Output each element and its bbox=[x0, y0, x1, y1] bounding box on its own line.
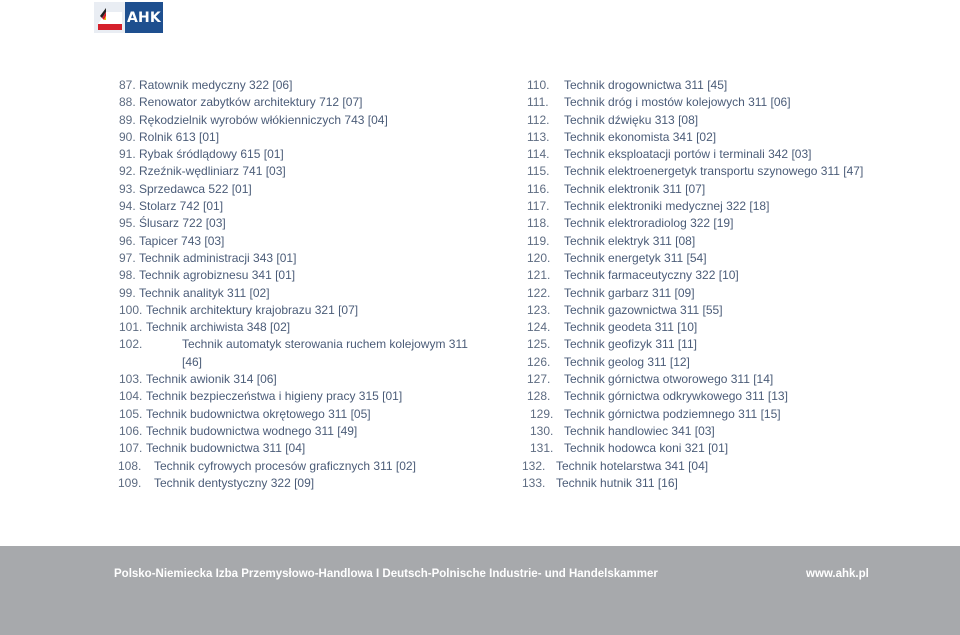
list-item bbox=[110, 440, 480, 457]
item-number: 116. bbox=[527, 181, 550, 196]
list-item bbox=[110, 181, 480, 198]
list-item bbox=[516, 302, 896, 319]
item-number: 107. bbox=[119, 441, 143, 456]
list-item bbox=[516, 163, 896, 180]
item-number: 102. bbox=[119, 337, 143, 352]
item-label: Technik elektronik 311 [07] bbox=[564, 181, 706, 196]
item-number: 132. bbox=[522, 458, 546, 473]
list-item bbox=[516, 129, 896, 146]
item-label: Technik dentystyczny 322 [09] bbox=[154, 475, 315, 490]
item-label: Technik budownictwa okrętowego 311 [05] bbox=[146, 406, 371, 421]
item-label: Technik elektroenergetyk transportu szynowego 311 [47] bbox=[564, 164, 864, 179]
item-number: 115. bbox=[527, 164, 550, 179]
list-item bbox=[110, 285, 480, 302]
item-number: 98. bbox=[119, 268, 136, 283]
list-item bbox=[516, 250, 896, 267]
item-number: 97. bbox=[119, 250, 136, 265]
item-label: Rękodzielnik wyrobów włókienniczych 743 [04] bbox=[139, 112, 388, 127]
item-label: Technik geofizyk 311 [11] bbox=[564, 337, 697, 352]
item-label: Technik górnictwa podziemnego 311 [15] bbox=[564, 406, 781, 421]
list-item bbox=[516, 181, 896, 198]
item-label: Technik cyfrowych procesów graficznych 311 [02] bbox=[154, 458, 416, 473]
page-footer bbox=[0, 546, 960, 635]
item-number: 117. bbox=[527, 199, 550, 214]
item-label: Technik dźwięku 313 [08] bbox=[564, 112, 699, 127]
list-item bbox=[516, 146, 896, 163]
item-number: 105. bbox=[119, 406, 143, 421]
item-label: Technik górnictwa otworowego 311 [14] bbox=[564, 372, 774, 387]
item-number: 111. bbox=[527, 95, 549, 110]
item-label: Technik awionik 314 [06] bbox=[146, 372, 277, 387]
item-number: 89. bbox=[119, 112, 136, 127]
list-item bbox=[110, 129, 480, 146]
list-item bbox=[516, 388, 896, 405]
item-label: Technik hutnik 311 [16] bbox=[556, 475, 678, 490]
item-number: 103. bbox=[119, 372, 143, 387]
list-item bbox=[110, 302, 480, 319]
item-label: Technik geodeta 311 [10] bbox=[564, 320, 698, 335]
item-number: 133. bbox=[522, 475, 546, 490]
item-label: Renowator zabytków architektury 712 [07] bbox=[139, 95, 363, 110]
item-label: Rolnik 613 [01] bbox=[139, 129, 220, 144]
list-item bbox=[110, 371, 480, 388]
item-label: Technik drogownictwa 311 [45] bbox=[564, 78, 728, 92]
item-label: Technik eksploatacji portów i terminali 342 [03] bbox=[564, 147, 812, 162]
item-number: 119. bbox=[527, 233, 550, 248]
list-item bbox=[516, 406, 896, 423]
item-label: Technik energetyk 311 [54] bbox=[564, 250, 707, 265]
list-item bbox=[516, 458, 896, 475]
list-item bbox=[516, 371, 896, 388]
item-label: Ratownik medyczny 322 [06] bbox=[139, 78, 293, 92]
item-number: 130. bbox=[530, 423, 554, 438]
list-item bbox=[516, 94, 896, 111]
list-item bbox=[110, 406, 480, 423]
list-item bbox=[516, 336, 896, 353]
item-number: 100. bbox=[119, 302, 143, 317]
left-column-list bbox=[110, 77, 480, 492]
list-item bbox=[110, 250, 480, 267]
item-label: Rzeźnik-wędliniarz 741 [03] bbox=[139, 164, 286, 179]
item-number: 93. bbox=[119, 181, 136, 196]
list-item bbox=[516, 423, 896, 440]
list-item bbox=[110, 475, 480, 492]
item-label: Technik farmaceutyczny 322 [10] bbox=[564, 268, 739, 283]
item-label: Technik handlowiec 341 [03] bbox=[564, 423, 715, 438]
item-label: Technik ekonomista 341 [02] bbox=[564, 129, 717, 144]
item-number: 131. bbox=[530, 441, 554, 456]
item-number: 101. bbox=[119, 320, 143, 335]
item-number: 109. bbox=[118, 475, 142, 490]
list-item bbox=[516, 198, 896, 215]
item-number: 87. bbox=[119, 78, 136, 92]
item-number: 108. bbox=[118, 458, 142, 473]
list-item bbox=[110, 198, 480, 215]
item-number: 129. bbox=[530, 406, 554, 421]
item-label: Rybak śródlądowy 615 [01] bbox=[139, 147, 284, 162]
item-label: Technik agrobiznesu 341 [01] bbox=[139, 268, 296, 283]
item-label: Technik administracji 343 [01] bbox=[139, 250, 297, 265]
list-item bbox=[516, 267, 896, 284]
list-item bbox=[110, 233, 480, 250]
item-label: Stolarz 742 [01] bbox=[139, 199, 224, 214]
item-number: 127. bbox=[527, 372, 551, 387]
logo-text: AHK bbox=[125, 2, 163, 33]
list-item bbox=[516, 285, 896, 302]
item-label: Technik budownictwa 311 [04] bbox=[146, 441, 306, 456]
item-number: 120. bbox=[527, 250, 551, 265]
item-label: Technik elektroradiolog 322 [19] bbox=[564, 216, 734, 231]
item-number: 99. bbox=[119, 285, 136, 300]
item-label: Technik hodowca koni 321 [01] bbox=[564, 441, 729, 456]
right-column-list bbox=[516, 77, 896, 492]
list-item bbox=[110, 423, 480, 440]
item-number: 88. bbox=[119, 95, 136, 110]
list-item bbox=[516, 215, 896, 232]
item-label: Technik górnictwa odkrywkowego 311 [13] bbox=[564, 389, 788, 404]
list-item bbox=[110, 163, 480, 180]
item-number: 91. bbox=[119, 147, 136, 162]
item-label: Technik gazownictwa 311 [55] bbox=[564, 302, 723, 317]
list-item bbox=[516, 233, 896, 250]
footer-website-link[interactable]: www.ahk.pl bbox=[806, 568, 869, 580]
item-number: 95. bbox=[119, 216, 136, 231]
list-item bbox=[110, 112, 480, 129]
item-number: 94. bbox=[119, 199, 136, 214]
list-item bbox=[110, 336, 480, 371]
item-label: Technik elektryk 311 [08] bbox=[564, 233, 696, 248]
list-item bbox=[110, 458, 480, 475]
item-number: 123. bbox=[527, 302, 551, 317]
list-item bbox=[110, 146, 480, 163]
item-number: 126. bbox=[527, 354, 551, 369]
item-label: Technik architektury krajobrazu 321 [07] bbox=[146, 302, 359, 317]
list-item bbox=[110, 267, 480, 284]
item-label: Ślusarz 722 [03] bbox=[139, 216, 226, 231]
item-number: 125. bbox=[527, 337, 551, 352]
item-number: 128. bbox=[527, 389, 551, 404]
list-item bbox=[516, 440, 896, 457]
item-number: 124. bbox=[527, 320, 551, 335]
item-label: Technik dróg i mostów kolejowych 311 [06] bbox=[564, 95, 791, 110]
item-number: 90. bbox=[119, 129, 136, 144]
item-label: Technik hotelarstwa 341 [04] bbox=[556, 458, 709, 473]
list-item bbox=[110, 77, 480, 94]
list-item bbox=[516, 112, 896, 129]
item-number: 110. bbox=[527, 78, 550, 92]
item-number: 114. bbox=[527, 147, 550, 162]
ahk-logo bbox=[94, 2, 163, 33]
item-number: 96. bbox=[119, 233, 136, 248]
item-number: 112. bbox=[527, 112, 550, 127]
flag-icon bbox=[94, 2, 125, 33]
list-item bbox=[110, 215, 480, 232]
item-label: Technik archiwista 348 [02] bbox=[146, 320, 291, 335]
item-label: Technik geolog 311 [12] bbox=[564, 354, 690, 369]
footer-organization: Polsko-Niemiecka Izba Przemysłowo-Handlowa I Deutsch-Polnische Industrie- und Handelskammer bbox=[114, 568, 658, 580]
item-label: Technik automatyk sterowania ruchem kolejowym 311 [46] bbox=[182, 337, 468, 369]
item-number: 118. bbox=[527, 216, 550, 231]
list-item bbox=[516, 319, 896, 336]
list-item bbox=[110, 388, 480, 405]
item-label: Technik garbarz 311 [09] bbox=[564, 285, 695, 300]
item-number: 106. bbox=[119, 423, 143, 438]
item-number: 121. bbox=[527, 268, 551, 283]
item-number: 104. bbox=[119, 389, 143, 404]
list-item bbox=[516, 475, 896, 492]
item-number: 113. bbox=[527, 129, 550, 144]
list-item bbox=[516, 77, 896, 94]
item-number: 92. bbox=[119, 164, 136, 179]
list-item bbox=[110, 319, 480, 336]
item-number: 122. bbox=[527, 285, 551, 300]
item-label: Technik analityk 311 [02] bbox=[139, 285, 270, 300]
item-label: Sprzedawca 522 [01] bbox=[139, 181, 252, 196]
item-label: Tapicer 743 [03] bbox=[139, 233, 225, 248]
list-item bbox=[110, 94, 480, 111]
list-item bbox=[516, 354, 896, 371]
item-label: Technik budownictwa wodnego 311 [49] bbox=[146, 423, 358, 438]
item-label: Technik elektroniki medycznej 322 [18] bbox=[564, 199, 770, 214]
item-label: Technik bezpieczeństwa i higieny pracy 315 [01] bbox=[146, 389, 403, 404]
